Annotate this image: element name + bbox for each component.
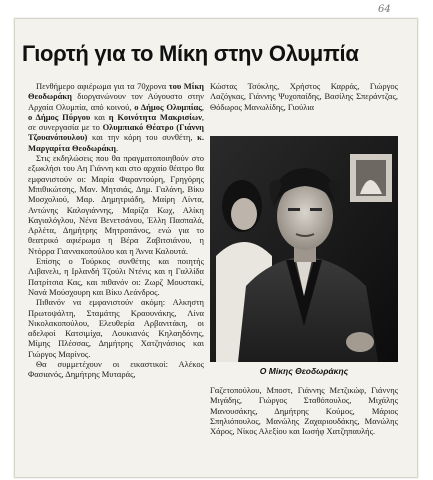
article-column-right-top — [210, 81, 398, 133]
article-column-left — [28, 81, 204, 473]
headline: Γιορτή για το Μίκη στην Ολυμπία — [22, 41, 359, 66]
portrait-photo-image — [210, 136, 398, 362]
article-column-right-bottom — [210, 385, 398, 473]
photo-caption: Ο Μίκης Θεοδωράκης — [259, 366, 349, 376]
article-paragraph: Θα συμμετέχουν οι εικαστικοί: Αλέκος Φασιανός, Δημήτρης Μυταράς, — [28, 359, 204, 380]
page-number: 64 — [378, 4, 391, 15]
article-paragraph: Πενθήμερο αφιέρωμα για τα 70χρονα του Μίκη Θεοδωράκη διοργανώνουν τον Αύγουστο στην Αρχαία Ολυμπία, από κοινού, ο Δήμος Ολυμπίας, ο Δήμος Πύργου και η Κοινότητα Μακρισίων, σε συνεργασία με το Ολυμπιακό Θέατρο (Γιάννη Τζουανόπουλου) και την κόρη του συνθέτη, κ. Μαργαρίτα Θεοδωράκη. — [28, 81, 204, 153]
portrait-photo — [210, 136, 398, 362]
article-paragraph: Γαζετοπούλου, Μποστ, Γιάννης Μετζικώφ, Γιάννης Μιγάδης, Γιώργος Σταθόπουλος, Μιχάλης Μανουσάκης, Δημήτρης Κούμος, Μάριος Σπηλιόπουλος, Μανώλης Ζαχαριουδάκης, Μανώλης Χάρος, Νίκος Αλεξίου και Ιωσήφ Χατζηπαυλής. — [210, 385, 398, 437]
article-paragraph: Στις εκδηλώσεις που θα πραγματοποιηθούν στο εξωκλήσι του Αη Γιάννη και στο αρχαίο θέατρο θα εμφανιστούν οι: Μαρία Φαραντούρη, Γρηγόρης Μπιθικώτσης, Μαν. Μητσιάς, Δημ. Γαλάνη, Βίκυ Μοσχολιού, Μαρ. Δημητριάδη, Μαίρη Λίντα, Αντώνης Καλογιάννης, Μαρίζα Κωχ, Αλίκη Καγιαλόγλου, Νένα Βενετσάνου, Έλλη Πασπαλά, Αρλέτα, Δημήτρης Μητροπάνος, ενώ για το θεατρικό αφιέρωμα η Βέρα Ζαβιτσιάνου, η Ντόρρα Γιαννακοπούλου και η Άννα Καλουτά. — [28, 153, 204, 256]
article-paragraph: Πιθανόν να εμφανιστούν ακόμη: Αλκηστη Πρωτοψάλτη, Σταμάτης Κραουνάκης, Λίνα Νικολακοπούλου, Ελευθερία Αρβανιτάκη, οι αδελφοί Κατσιμίχα, Λουκιανός Κηλαηδόνης, Μίμης Πλέσσας, Δημήτρης Χατζηνάσιος και Γιώργος Μαρίνος. — [28, 297, 204, 359]
article-paragraph: Επίσης ο Τούρκος συνθέτης και ποιητής Λιβανελι, η Ιρλανδή Τζούλι Ντένις και η Γαλλίδα Πατρίτσια Κας, και πιθανόν οι: Ζωρζ Μουστακί, Νανά Μούσχουρη και Βίκυ Λεάνδρος. — [28, 256, 204, 297]
article-paragraph: Κώστας Τσόκλης, Χρήστος Καρράς, Γιώργος Λαζόγκας, Γιάννης Ψυχοπαίδης, Βασίλης Σπεράντζας, Θόδωρος Μανωλίδης, Γιούλια — [210, 81, 398, 112]
